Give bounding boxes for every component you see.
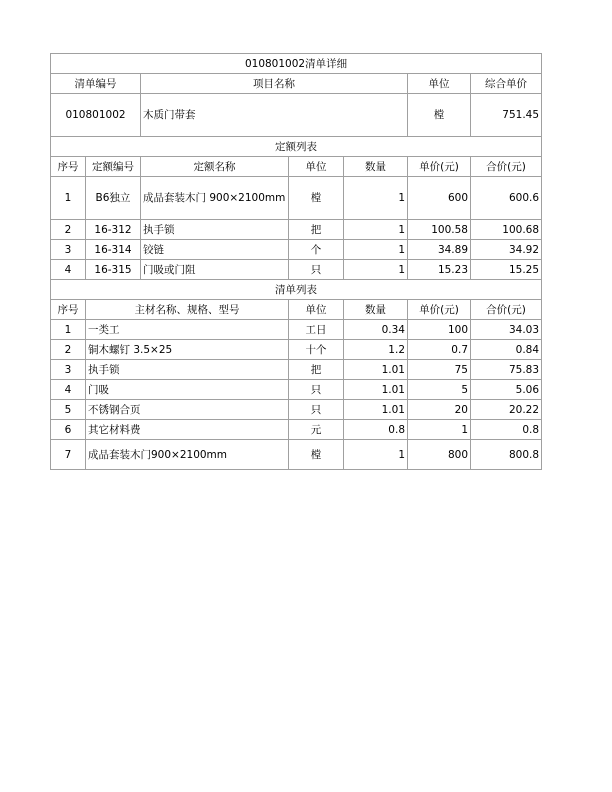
quota-qty: 1 <box>344 220 408 240</box>
quota-name: 成品套装木门 900×2100mm <box>141 177 289 220</box>
material-price: 0.7 <box>408 340 471 360</box>
quota-col-unit-header: 单位 <box>289 157 344 177</box>
material-unit: 工日 <box>289 320 344 340</box>
material-name: 不锈钢合页 <box>86 400 289 420</box>
name-label: 项目名称 <box>141 74 408 94</box>
materials-col-price-header: 单价(元) <box>408 300 471 320</box>
quota-row <box>51 260 542 280</box>
material-total: 0.8 <box>471 420 542 440</box>
material-name: 成品套装木门900×2100mm <box>86 440 289 470</box>
materials-col-unit-header: 单位 <box>289 300 344 320</box>
material-row <box>51 420 542 440</box>
material-total: 800.8 <box>471 440 542 470</box>
material-price: 20 <box>408 400 471 420</box>
unit-label: 单位 <box>408 74 471 94</box>
item-price: 751.45 <box>471 94 542 137</box>
material-name: 一类工 <box>86 320 289 340</box>
material-qty: 0.34 <box>344 320 408 340</box>
material-no: 1 <box>51 320 86 340</box>
quota-row <box>51 220 542 240</box>
material-price: 5 <box>408 380 471 400</box>
quota-section-title: 定额列表 <box>51 137 542 157</box>
quota-no: 1 <box>51 177 86 220</box>
material-row <box>51 440 542 470</box>
quota-name: 铰链 <box>141 240 289 260</box>
quota-section-row <box>51 137 542 157</box>
quota-qty: 1 <box>344 177 408 220</box>
material-no: 4 <box>51 380 86 400</box>
quota-row <box>51 240 542 260</box>
material-qty: 1.01 <box>344 360 408 380</box>
material-no: 5 <box>51 400 86 420</box>
material-unit: 只 <box>289 400 344 420</box>
material-total: 0.84 <box>471 340 542 360</box>
title-row <box>51 54 542 74</box>
quota-unit: 把 <box>289 220 344 240</box>
quota-unit: 只 <box>289 260 344 280</box>
material-qty: 1.2 <box>344 340 408 360</box>
quota-col-no-header: 序号 <box>51 157 86 177</box>
materials-section-row <box>51 280 542 300</box>
quota-header-row <box>51 157 542 177</box>
material-qty: 1.01 <box>344 400 408 420</box>
material-row <box>51 380 542 400</box>
material-row <box>51 400 542 420</box>
header-row <box>51 74 542 94</box>
item-unit: 樘 <box>408 94 471 137</box>
material-name: 门吸 <box>86 380 289 400</box>
material-unit: 把 <box>289 360 344 380</box>
quota-col-price-header: 单价(元) <box>408 157 471 177</box>
price-label: 综合单价 <box>471 74 542 94</box>
quota-name: 执手锁 <box>141 220 289 240</box>
material-no: 3 <box>51 360 86 380</box>
table-title: 010801002清单详细 <box>51 54 542 74</box>
materials-section-title: 清单列表 <box>51 280 542 300</box>
materials-header-row <box>51 300 542 320</box>
quota-no: 4 <box>51 260 86 280</box>
code-label: 清单编号 <box>51 74 141 94</box>
material-unit: 十个 <box>289 340 344 360</box>
material-total: 34.03 <box>471 320 542 340</box>
quota-col-code-header: 定额编号 <box>86 157 141 177</box>
material-row <box>51 360 542 380</box>
summary-row <box>51 94 542 137</box>
quota-code: 16-312 <box>86 220 141 240</box>
quota-qty: 1 <box>344 260 408 280</box>
quota-name: 门吸或门阻 <box>141 260 289 280</box>
quota-price: 600 <box>408 177 471 220</box>
quota-col-qty-header: 数量 <box>344 157 408 177</box>
material-name: 铜木螺钉 3.5×25 <box>86 340 289 360</box>
material-row <box>51 320 542 340</box>
quota-price: 34.89 <box>408 240 471 260</box>
quota-row <box>51 177 542 220</box>
quota-price: 100.58 <box>408 220 471 240</box>
material-no: 6 <box>51 420 86 440</box>
material-price: 75 <box>408 360 471 380</box>
material-unit: 只 <box>289 380 344 400</box>
material-no: 2 <box>51 340 86 360</box>
material-qty: 1 <box>344 440 408 470</box>
quota-price: 15.23 <box>408 260 471 280</box>
material-name: 其它材料费 <box>86 420 289 440</box>
quota-unit: 樘 <box>289 177 344 220</box>
item-name: 木质门带套 <box>141 94 408 137</box>
materials-col-total-header: 合价(元) <box>471 300 542 320</box>
materials-col-name-header: 主材名称、规格、型号 <box>86 300 289 320</box>
material-name: 执手锁 <box>86 360 289 380</box>
material-qty: 1.01 <box>344 380 408 400</box>
quota-code: 16-314 <box>86 240 141 260</box>
material-total: 75.83 <box>471 360 542 380</box>
quota-unit: 个 <box>289 240 344 260</box>
quota-total: 100.68 <box>471 220 542 240</box>
material-qty: 0.8 <box>344 420 408 440</box>
material-unit: 元 <box>289 420 344 440</box>
quota-code: 16-315 <box>86 260 141 280</box>
materials-col-no-header: 序号 <box>51 300 86 320</box>
quota-total: 34.92 <box>471 240 542 260</box>
materials-col-qty-header: 数量 <box>344 300 408 320</box>
quota-col-name-header: 定额名称 <box>141 157 289 177</box>
material-no: 7 <box>51 440 86 470</box>
material-unit: 樘 <box>289 440 344 470</box>
quota-no: 2 <box>51 220 86 240</box>
material-row <box>51 340 542 360</box>
material-total: 20.22 <box>471 400 542 420</box>
material-price: 800 <box>408 440 471 470</box>
quota-qty: 1 <box>344 240 408 260</box>
quota-no: 3 <box>51 240 86 260</box>
quota-total: 15.25 <box>471 260 542 280</box>
quota-total: 600.6 <box>471 177 542 220</box>
material-price: 100 <box>408 320 471 340</box>
bill-detail-table <box>50 53 542 470</box>
quota-code: B6独立 <box>86 177 141 220</box>
material-total: 5.06 <box>471 380 542 400</box>
material-price: 1 <box>408 420 471 440</box>
item-code: 010801002 <box>51 94 141 137</box>
quota-col-total-header: 合价(元) <box>471 157 542 177</box>
